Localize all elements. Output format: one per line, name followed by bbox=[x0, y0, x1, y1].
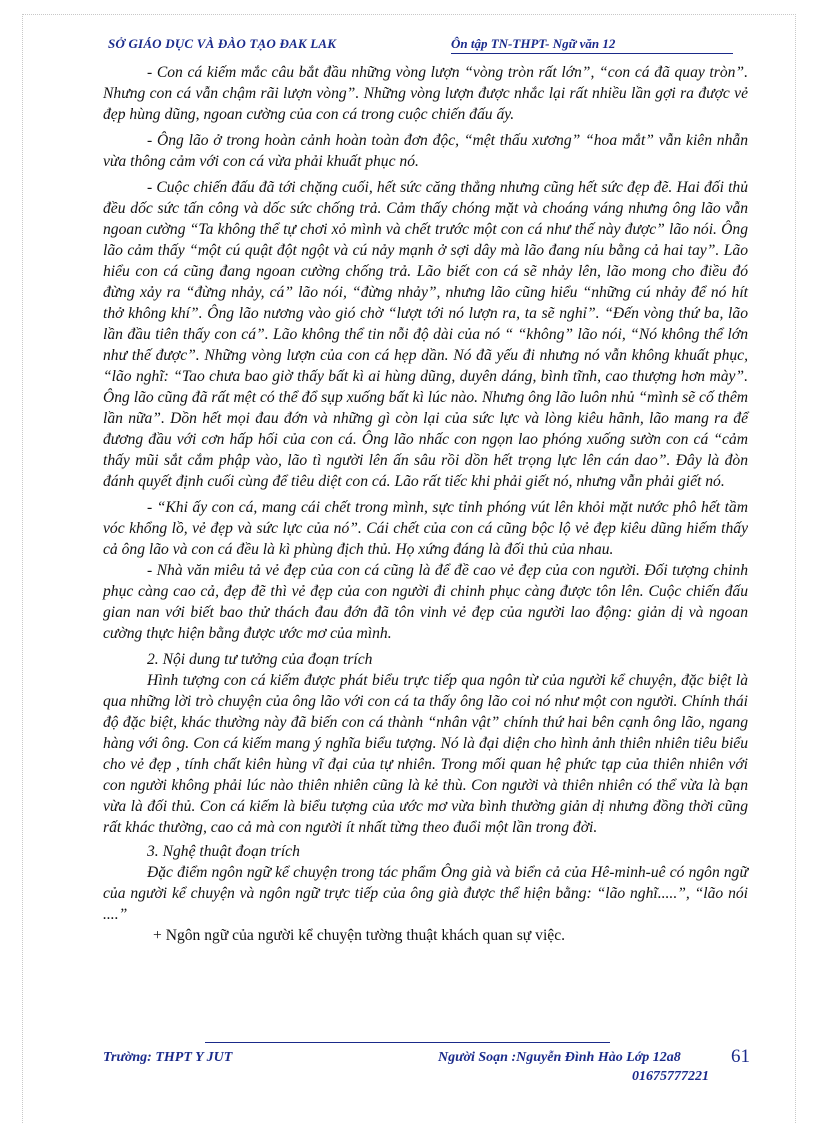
footer-school: Trường: THPT Y JUT bbox=[103, 1050, 233, 1065]
document-body bbox=[103, 62, 748, 951]
section-3-heading: 3. Nghệ thuật đoạn trích bbox=[147, 843, 300, 860]
header-department: SỞ GIÁO DỤC VÀ ĐÀO TẠO ĐAK LAK bbox=[108, 36, 337, 51]
paragraph-old-man-alone: - Ông lão ở trong hoàn cảnh hoàn toàn đơn độc, “mệt thấu xương” “hoa mắt” vẫn kiên nhẫn vừa thông cảm với con cá vừa phải khuất phục nó. bbox=[103, 132, 748, 170]
paragraph-final-battle: - Cuộc chiến đấu đã tới chặng cuối, hết sức căng thẳng nhưng cũng hết sức đẹp đẽ. Hai đối thủ đều dốc sức tấn công và dốc sức chống trả. Cảm thấy chóng mặt và choáng váng nhưng ông lão vẫn ngoan cường “Ta không thể tự chơi xỏ mình và chết trước một con cá như thế này được” lão nói. Ông lão cảm thấy “một cú quật đột ngột và cú nảy mạnh ở sợi dây mà lão đang níu bằng cả hai tay”. Lão hiểu con cá cũng đang ngoan cường chống trả. Lão biết con cá sẽ nhảy lên, lão mong cho điều đó đừng xảy ra “đừng nhảy, cá” lão nói, “đừng nhảy”, nhưng lão cũng hiểu “những cú nhảy để nó hít thở không khí”. Ông lão nương vào gió chờ “lượt tới nó lượn ra, ta sẽ nghỉ”. “Đến vòng thứ ba, lão lần đầu tiên thấy con cá”. Lão không thể tin nỗi độ dài của nó “ “không” lão nói, “Nó không thể lớn như thế được”. Những vòng lượn của con cá hẹp dần. Nó đã yếu đi nhưng nó vẫn không khuất phục, “lão nghĩ: “Tao chưa bao giờ thấy bất kì ai hùng dũng, duyên dáng, bình tĩnh, cao thượng hơn mày”. Ông lão cũng đã rất mệt có thể đổ sụp xuống bất kì lúc nào. Nhưng ông lão luôn nhủ “mình sẽ cố thêm lần nữa”. Dồn hết mọi đau đớn và những gì còn lại của sức lực và lòng kiêu hãnh, lão mang ra để đương đầu với cơn hấp hối của con cá. Ông lão nhấc con ngọn lao phóng xuống sườn con cá “cảm thấy mũi sắt cắm phập vào, lão tì người lên ấn sâu rồi dồn hết trọng lực lên cán dao”. Đây là đòn đánh quyết định cuối cùng để tiêu diệt con cá. Lão rất tiếc khi phải giết nó, nhưng vẫn phải giết nó. bbox=[103, 179, 748, 490]
footer-author: Người Soạn :Nguyễn Đình Hào Lớp 12a8 bbox=[438, 1050, 681, 1065]
page-number: 61 bbox=[731, 1046, 750, 1067]
footer-phone: 01675777221 bbox=[632, 1069, 709, 1084]
footer-divider bbox=[205, 1042, 610, 1043]
paragraph-fish-death: - “Khi ấy con cá, mang cái chết trong mình, sực tỉnh phóng vút lên khỏi mặt nước phô hết tầm vóc khổng lồ, vẻ đẹp và sức lực của nó”. Cái chết của con cá cũng bộc lộ vẻ đẹp kiêu dũng hiếm thấy cả ông lão và con cá đều là kì phùng địch thủ. Họ xứng đáng là đối thủ của nhau. bbox=[103, 499, 748, 558]
section-3-body: Đặc điểm ngôn ngữ kể chuyện trong tác phẩm Ông già và biển cả của Hê-minh-uê có ngôn ngữ của người kể chuyện và ngôn ngữ trực tiếp của ông già được thể hiện bằng: “lão nghĩ.....”, “lão nói ....” bbox=[103, 864, 748, 923]
page-header bbox=[100, 36, 740, 56]
section-3-bullet: + Ngôn ngữ của người kể chuyện tường thuật khách quan sự việc. bbox=[153, 927, 566, 944]
section-2-body: Hình tượng con cá kiếm được phát biểu trực tiếp qua ngôn từ của người kể chuyện, đặc biệt là qua những lời trò chuyện của ông lão với con cá ta thấy ông lão coi nó như một con người. Chính thái độ đặc biệt, khác thường này đã biến con cá thành “nhân vật” chính thứ hai bên cạnh ông lão, ngang hàng với ông. Con cá kiếm mang ý nghĩa biểu tượng. Nó là đại diện cho hình ảnh thiên nhiên tiêu biểu cho vẻ đẹp , tính chất kiên hùng vĩ đại của tự nhiên. Trong mối quan hệ phức tạp của thiên nhiên với con người không phải lúc nào thiên nhiên cũng là kẻ thù. Con người và thiên nhiên có thể vừa là bạn vừa là đối thủ. Con cá kiếm là biểu tượng của ước mơ vừa bình thường giản dị nhưng đồng thời cũng rất khác thường, cao cả mà con người ít nhất từng theo đuổi một lần trong đời. bbox=[103, 672, 748, 836]
paragraph-fish-circling: - Con cá kiếm mắc câu bắt đầu những vòng lượn “vòng tròn rất lớn”, “con cá đã quay tròn”. Nhưng con cá vẫn chậm rãi lượn vòng”. Những vòng lượn được nhắc lại rất nhiều lần gợi ra được vẻ đẹp hùng dũng, ngoan cường của con cá trong cuộc chiến đấu ấy. bbox=[103, 64, 748, 123]
header-course-title: Ôn tập TN-THPT- Ngữ văn 12 bbox=[451, 36, 733, 54]
paragraph-human-beauty: - Nhà văn miêu tả vẻ đẹp của con cá cũng là để đề cao vẻ đẹp của con người. Đối tượng chinh phục càng cao cả, đẹp đẽ thì vẻ đẹp của con người đi chinh phục càng được tôn lên. Cuộc chiến đấu gian nan với biết bao thử thách đau đớn đã tôn vinh vẻ đẹp của người lao động: giản dị và ngoan cường thực hiện bằng được ước mơ của mình. bbox=[103, 562, 748, 642]
section-2-heading: 2. Nội dung tư tưởng của đoạn trích bbox=[147, 651, 373, 668]
